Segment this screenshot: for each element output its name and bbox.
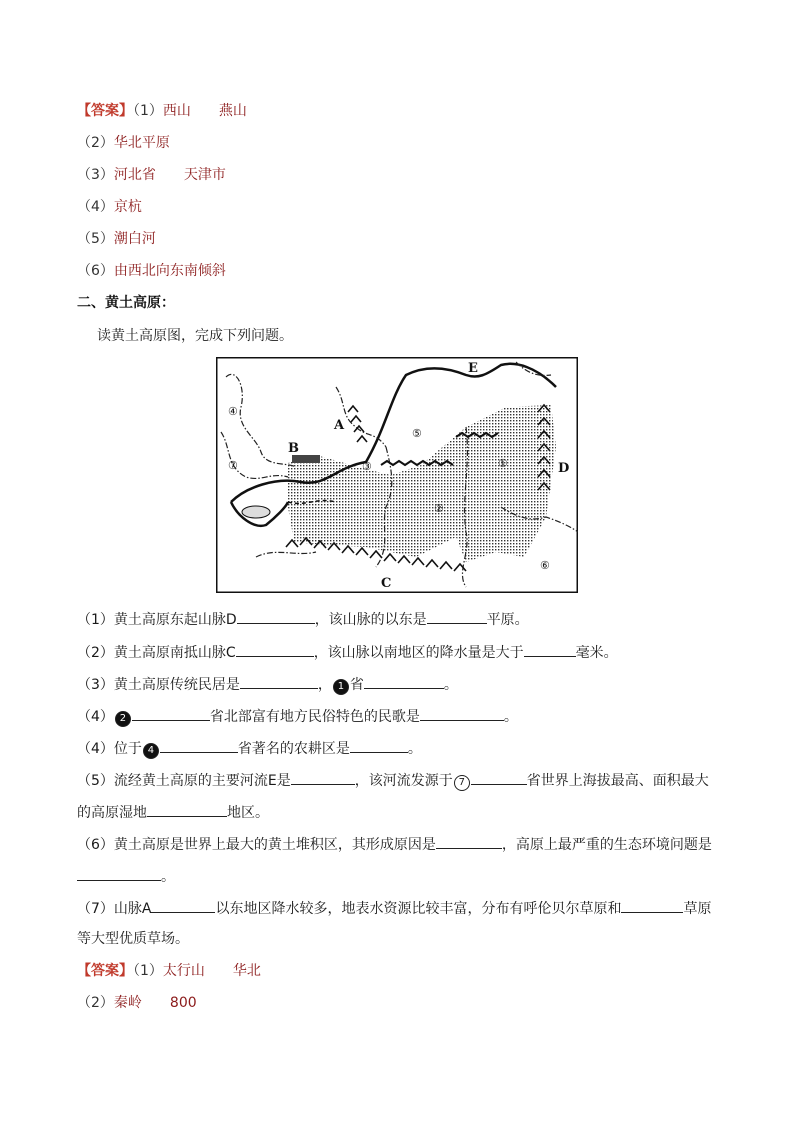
answer-line-6: （6）由西北向东南倾斜 xyxy=(77,263,226,279)
answer2-line-2: （2）秦岭 800 xyxy=(77,995,197,1011)
answer-line-4: （4）京杭 xyxy=(77,199,142,215)
map-label-a: A xyxy=(334,418,345,433)
answer-blank[interactable] xyxy=(427,609,487,624)
question-6-cont: 。 xyxy=(77,866,175,887)
answer-blank[interactable] xyxy=(240,674,318,689)
circled-number-1: 1 xyxy=(333,679,349,695)
answer-blank[interactable] xyxy=(471,770,527,785)
question-6: （6）黄土高原是世界上最大的黄土堆积区，其形成原因是 ，高原上最严重的生态环境问题是 xyxy=(77,834,712,855)
map-label-c: C xyxy=(381,576,392,591)
map-label-b: B xyxy=(288,441,299,456)
answer2-line-1: 【答案】（1）太行山 华北 xyxy=(77,963,261,979)
answer-blank[interactable] xyxy=(151,898,215,913)
answer-blank[interactable] xyxy=(364,674,444,689)
answer-text: 京杭 xyxy=(113,199,142,215)
question-4a: （4） 2 省北部富有地方民俗特色的民歌是 。 xyxy=(77,706,518,727)
answer-line-3: （3）河北省 天津市 xyxy=(77,167,226,183)
question-7-cont: 等大型优质草场。 xyxy=(77,931,189,947)
map-region-3: ③ xyxy=(362,460,372,473)
answer-text: 由西北向东南倾斜 xyxy=(113,263,226,279)
question-5-cont: 的高原湿地 地区。 xyxy=(77,802,269,823)
question-2: （2）黄土高原南抵山脉C ，该山脉以南地区的降水量是大于 毫米。 xyxy=(77,642,618,663)
answer-text: 华北 xyxy=(232,963,261,979)
answer-tag: 【答案】 xyxy=(77,103,133,119)
answer-text: 河北省 xyxy=(113,167,156,183)
question-1: （1）黄土高原东起山脉D ，该山脉的以东是 平原。 xyxy=(77,609,529,630)
answer-text: 秦岭 xyxy=(113,995,142,1011)
answer-text: 华北平原 xyxy=(113,135,170,151)
answer-text: 太行山 xyxy=(162,963,205,979)
answer-blank[interactable] xyxy=(147,802,227,817)
circled-number-2: 2 xyxy=(115,711,131,727)
question-3: （3）黄土高原传统民居是 ， 1 省 。 xyxy=(77,674,458,695)
answer-blank[interactable] xyxy=(420,706,504,721)
answer-blank[interactable] xyxy=(436,834,502,849)
answer-blank[interactable] xyxy=(524,642,576,657)
answer-blank[interactable] xyxy=(350,738,408,753)
answer-blank[interactable] xyxy=(621,898,683,913)
answer-line-2: （2）华北平原 xyxy=(77,135,170,151)
map-region-4: ④ xyxy=(228,405,238,418)
loess-plateau-map xyxy=(216,357,578,593)
answer-text: 燕山 xyxy=(218,103,247,119)
question-7: （7）山脉A 以东地区降水较多，地表水资源比较丰富，分布有呼伦贝尔草原和 草原 xyxy=(77,898,711,919)
map-region-1: ① xyxy=(498,457,508,470)
section-intro: 读黄土高原图，完成下列问题。 xyxy=(97,328,293,344)
map-label-d: D xyxy=(558,461,570,476)
map-region-2: ② xyxy=(434,502,444,515)
answer-blank[interactable] xyxy=(291,770,355,785)
map-label-e: E xyxy=(468,361,478,376)
circled-number-7: 7 xyxy=(454,775,470,791)
answer-text: 西山 xyxy=(162,103,191,119)
section-heading: 二、黄土高原： xyxy=(77,295,175,311)
answer-blank[interactable] xyxy=(77,866,161,881)
answer-blank[interactable] xyxy=(132,706,210,721)
answer-blank[interactable] xyxy=(236,642,314,657)
answer-blank[interactable] xyxy=(237,609,315,624)
map-region-6: ⑥ xyxy=(540,559,550,572)
question-4b: （4）位于 4 省著名的农耕区是 。 xyxy=(77,738,422,759)
answer-line-1: 【答案】（1）西山 燕山 xyxy=(77,103,247,119)
question-5: （5）流经黄土高原的主要河流E是 ，该河流发源于 7 省世界上海拔最高、面积最大 xyxy=(77,770,709,791)
answer-line-5: （5）潮白河 xyxy=(77,231,156,247)
answer-text: 潮白河 xyxy=(113,231,156,247)
map-region-7: ⑦ xyxy=(228,459,238,472)
circled-number-4: 4 xyxy=(143,743,159,759)
answer-text: 天津市 xyxy=(183,167,226,183)
map-region-5: ⑤ xyxy=(412,427,422,440)
answer-tag: 【答案】 xyxy=(77,963,133,979)
answer-blank[interactable] xyxy=(160,738,238,753)
answer-text: 800 xyxy=(169,995,197,1011)
